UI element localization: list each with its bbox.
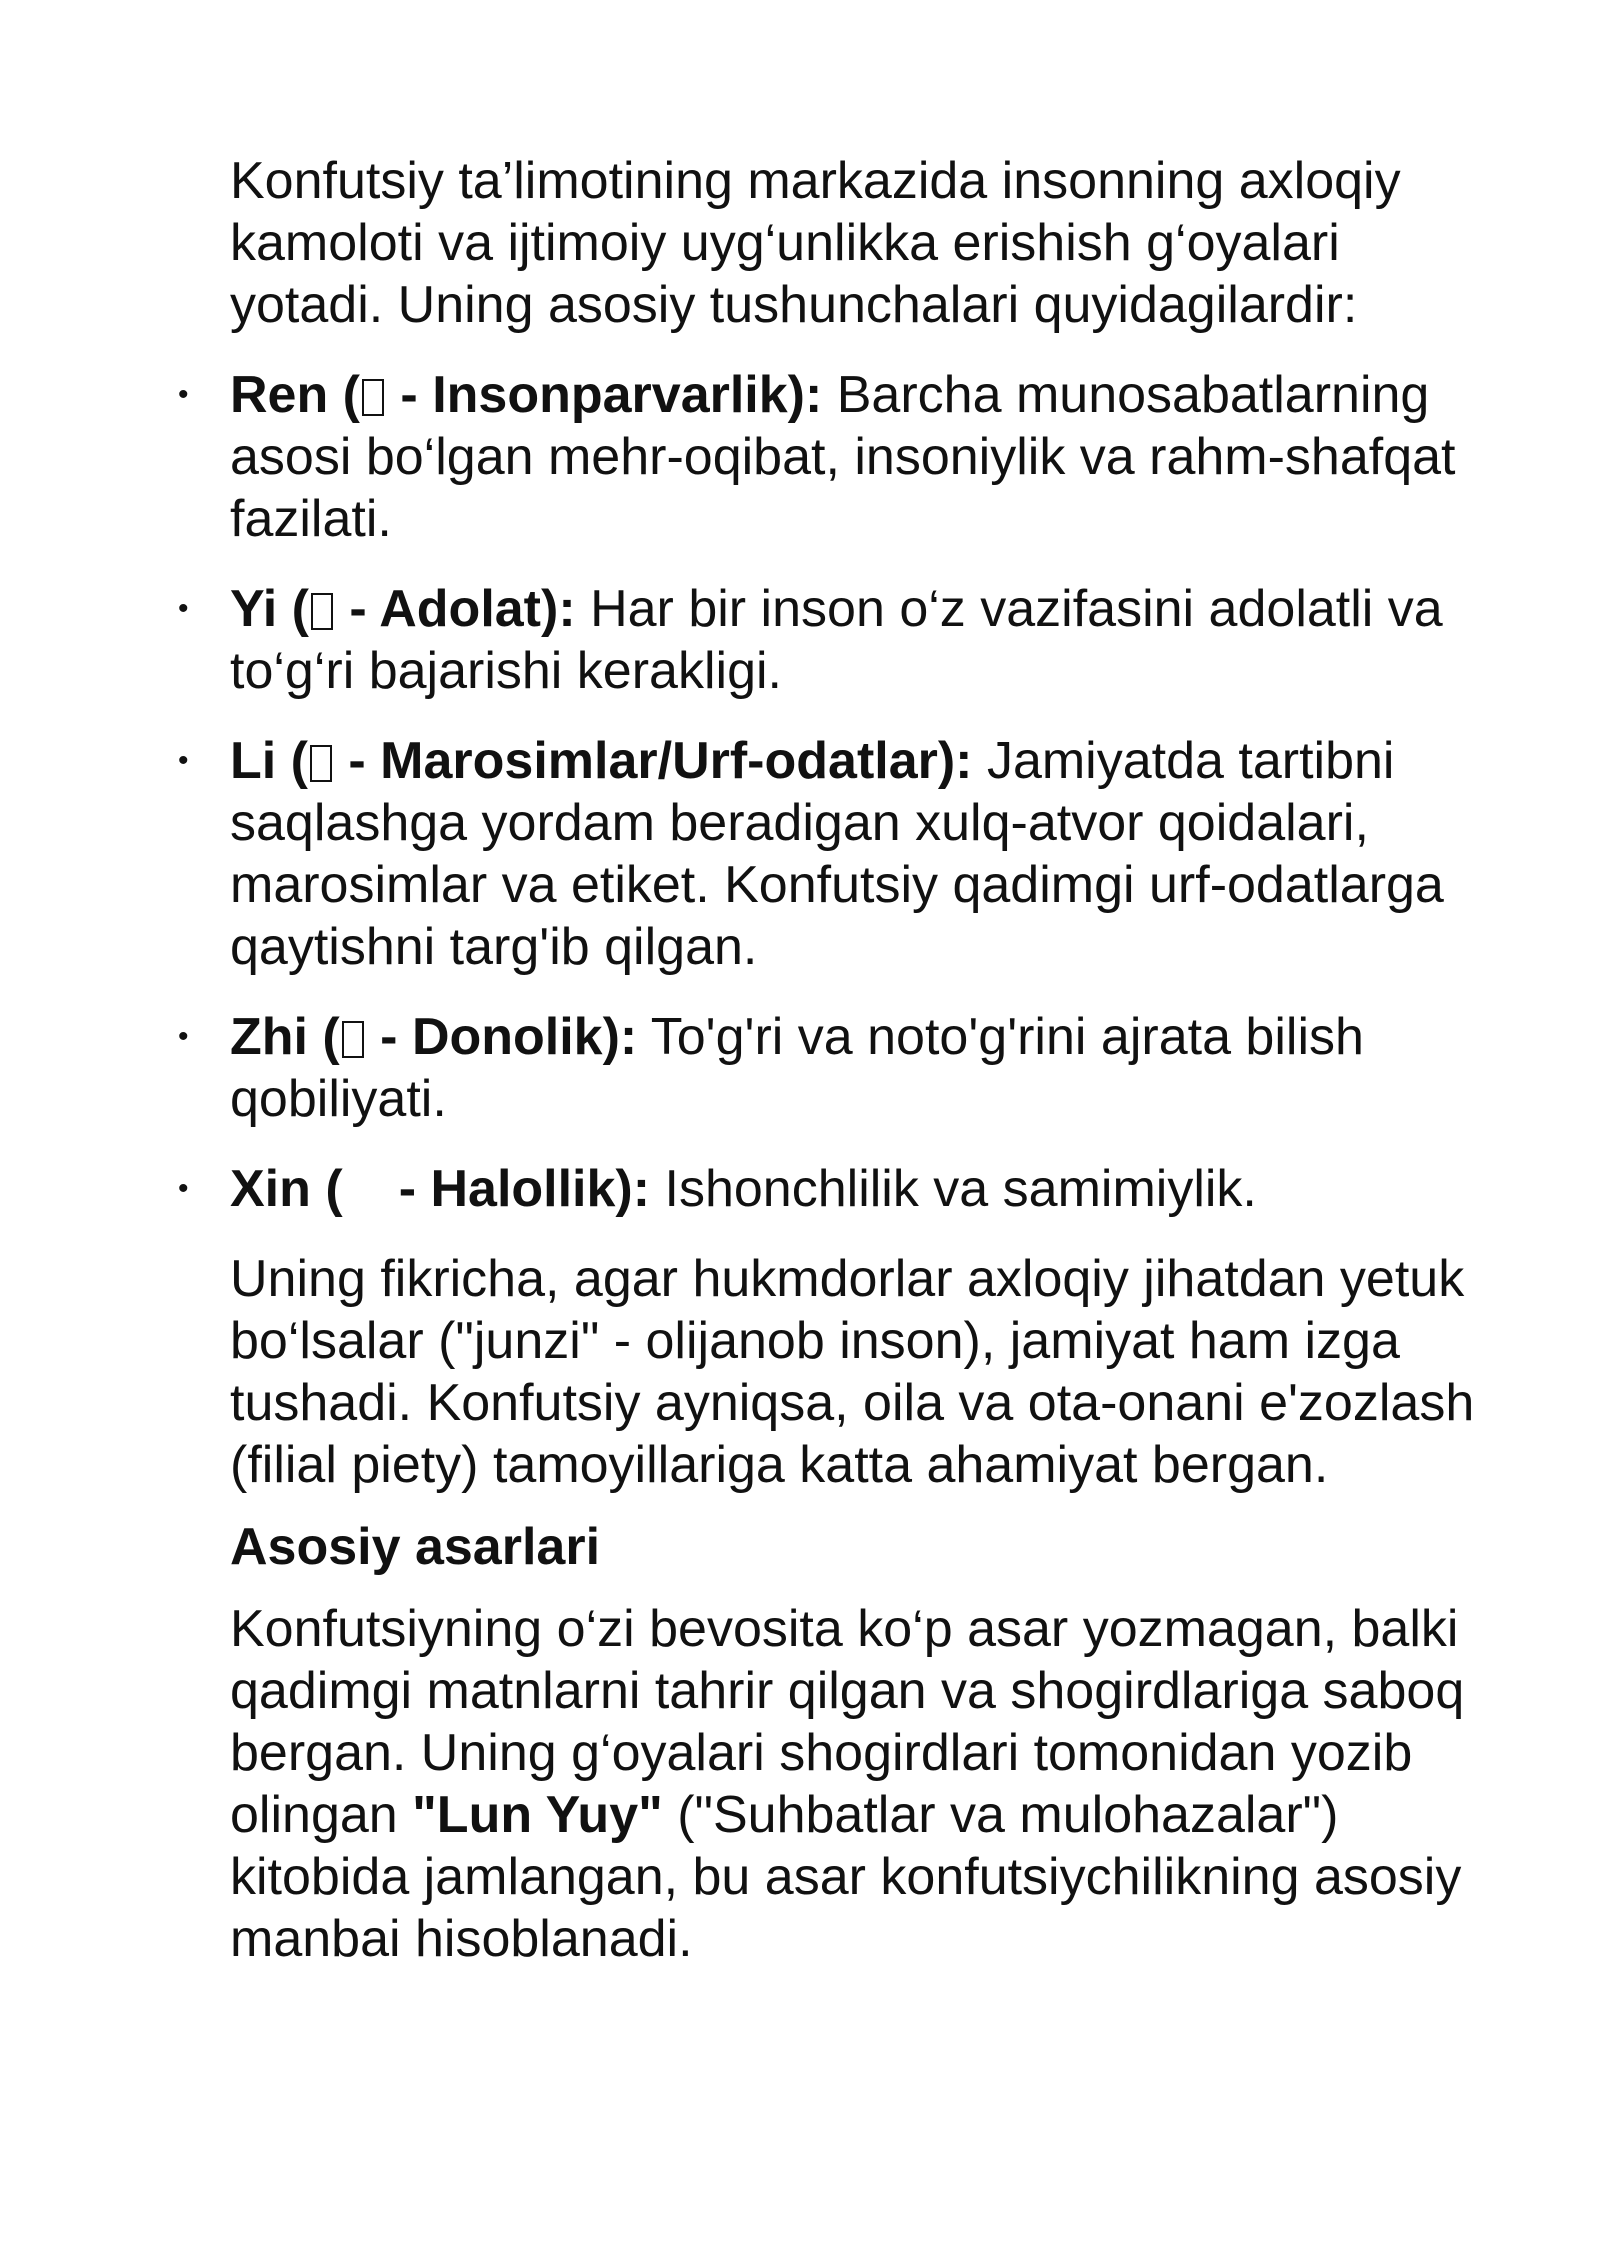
bullet-icon: • xyxy=(178,1020,189,1053)
concepts-list xyxy=(178,364,1530,1220)
bullet-icon: • xyxy=(178,1172,189,1205)
book-title: "Lun Yuy" xyxy=(412,1786,663,1844)
philosophy-paragraph: Uning fikricha, agar hukmdorlar axloqiy jihatdan yetuk bo‘lsalar ("junzi" - olijanob inson), jamiyat ham izga tushadi. Konfutsiy ayniqsa, oila va ota-onani e'zozlash (filial piety) tamoyillariga katta ahamiyat bergan. xyxy=(230,1250,1475,1494)
concept-term: Xin ( - Halollik): xyxy=(230,1160,651,1218)
concept-description: To'g'ri va noto'g'rini ajrata bilish qobiliyati. xyxy=(230,1008,1364,1128)
concept-item-xin xyxy=(178,1158,1530,1220)
concept-term: Yi ( - Adolat): xyxy=(230,580,576,638)
concept-item-yi xyxy=(178,578,1470,702)
concept-description: Jamiyatda tartibni saqlashga yordam beradigan xulq-atvor qoidalari, marosimlar va etiket. Konfutsiy qadimgi urf-odatlarga qaytishni targ'ib qilgan. xyxy=(230,732,1444,976)
bullet-icon: • xyxy=(178,592,189,625)
concept-description: Har bir inson o‘z vazifasini adolatli va to‘g‘ri bajarishi kerakligi. xyxy=(230,580,1443,700)
missing-glyph-icon xyxy=(362,379,384,416)
concept-item-li xyxy=(178,730,1530,978)
concept-description: Barcha munosabatlarning asosi bo‘lgan mehr-oqibat, insoniylik va rahm-shafqat fazilati. xyxy=(230,366,1456,548)
works-paragraph: Konfutsiyning o‘zi bevosita ko‘p asar yozmagan, balki qadimgi matnlarni tahrir qilgan va shogirdlariga saboq bergan. Uning g‘oyalari shogirdlari tomonidan yozib olingan "Lun Yuy" ("Suhbatlar va mulohazalar") kitobida jamlangan, bu asar konfutsiychilikning asosiy manbai hisoblanadi. xyxy=(230,1600,1465,1968)
concept-term: Ren ( - Insonparvarlik): xyxy=(230,366,823,424)
missing-glyph-icon xyxy=(311,593,333,630)
bullet-icon: • xyxy=(178,378,189,411)
concept-term: Zhi ( - Donolik): xyxy=(230,1008,638,1066)
document-page xyxy=(178,150,1530,1970)
bullet-icon: • xyxy=(178,744,189,777)
missing-glyph-icon xyxy=(342,1021,364,1058)
concept-term: Li ( - Marosimlar/Urf-odatlar): xyxy=(230,732,973,790)
concept-description: Ishonchlilik va samimiylik. xyxy=(650,1160,1257,1218)
concept-item-ren xyxy=(178,364,1520,550)
intro-paragraph: Konfutsiy ta’limotining markazida insonning axloqiy kamoloti va ijtimoiy uyg‘unlikka erishish g‘oyalari yotadi. Uning asosiy tushunchalari quyidagilardir: xyxy=(230,152,1401,334)
concept-item-zhi xyxy=(178,1006,1530,1130)
missing-glyph-icon xyxy=(310,745,332,782)
section-heading: Asosiy asarlari xyxy=(230,1518,601,1576)
